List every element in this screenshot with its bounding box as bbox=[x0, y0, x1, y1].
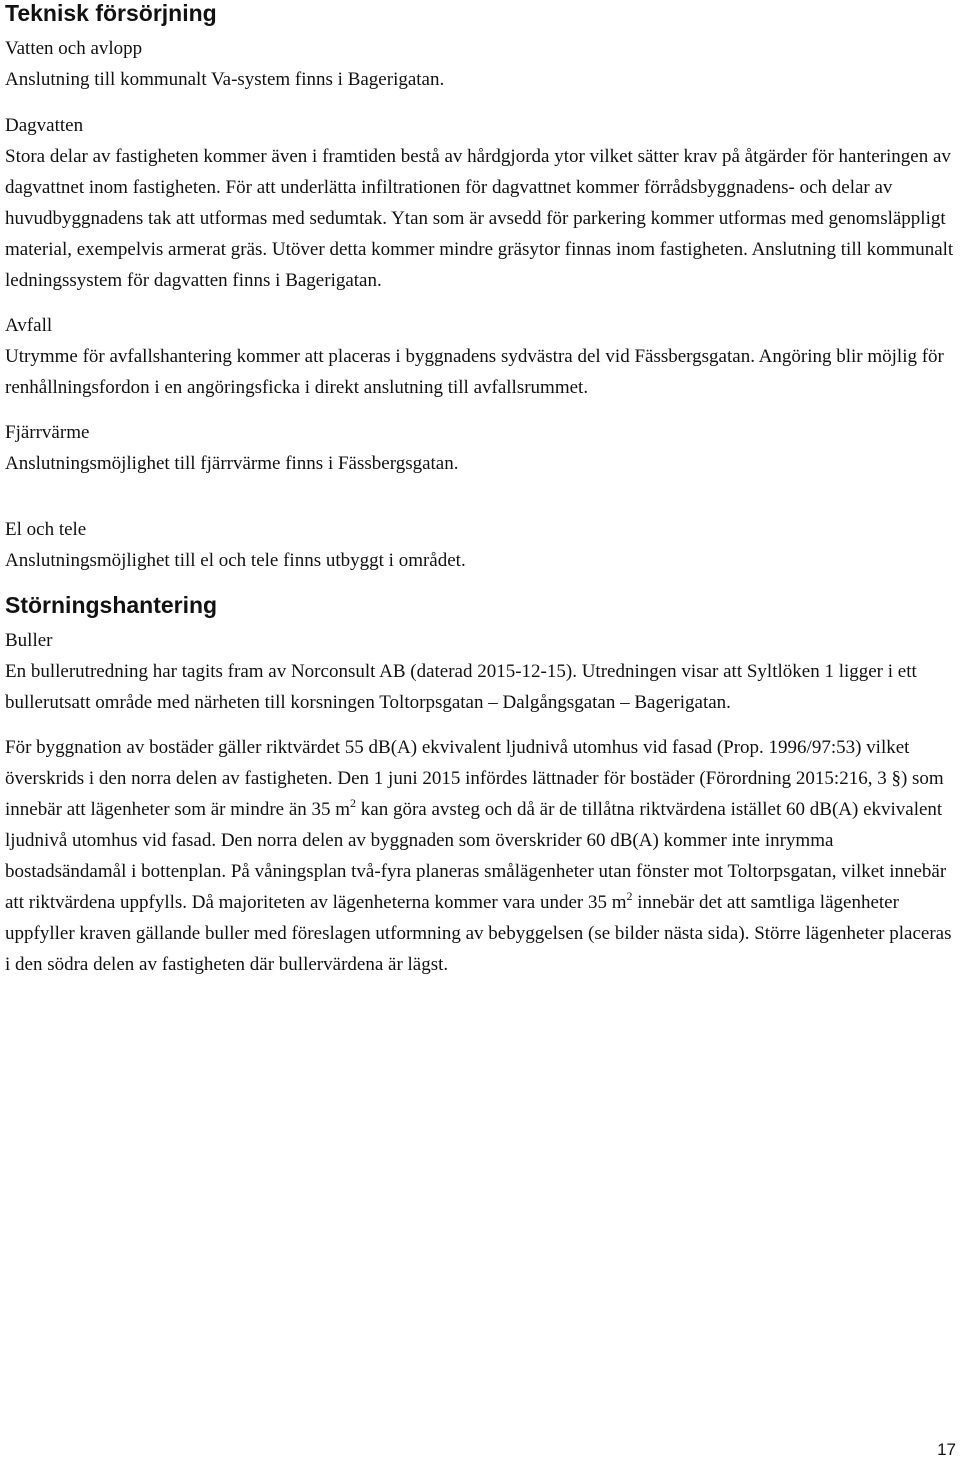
label-el-tele: El och tele bbox=[5, 519, 87, 540]
text-avfall: Utrymme för avfallshantering kommer att placeras i byggnadens sydvästra del vid Fässbergsgatan. Angöring blir möjlig för renhållningsfordon i en angöringsficka i direkt anslutning till avfallsrummet. bbox=[5, 346, 944, 398]
section-title-storning: Störningshantering bbox=[5, 592, 218, 618]
text-buller-2b: kan göra avsteg och då är de tillåtna riktvärdena istället 60 dB(A) ekvivalent ljudnivå utomhus vid fasad. Den norra delen av byggnaden som överskrider 60 dB(A) kommer inte inrymma bostadsändamål i bottenplan. På våningsplan två-fyra planeras smålägenheter utan fönster mot Toltorpsgatan, vilket innebär att riktvärdena uppfylls. Då majoriteten av lägenheterna kommer vara under 35 m bbox=[5, 799, 947, 913]
text-el-tele: Anslutningsmöjlighet till el och tele finns utbyggt i området. bbox=[5, 550, 466, 571]
text-buller-2a: För byggnation av bostäder gäller riktvärdet 55 dB(A) ekvivalent ljudnivå utomhus vid fasad (Prop. 1996/97:53) vilket överskrids i den norra delen av fastigheten. Den 1 juni 2015 infördes lättnader för bostäder (Förordning 2015:216, 3 §) som innebär att lägenheter som är mindre än 35 m bbox=[5, 737, 944, 820]
label-dagvatten: Dagvatten bbox=[5, 115, 84, 136]
text-fjarrvarme: Anslutningsmöjlighet till fjärrvärme finns i Fässbergsgatan. bbox=[5, 453, 459, 474]
label-avfall: Avfall bbox=[5, 315, 53, 336]
superscript-2: 2 bbox=[350, 796, 357, 810]
label-fjarrvarme: Fjärrvärme bbox=[5, 422, 90, 443]
label-vatten: Vatten och avlopp bbox=[5, 38, 143, 59]
text-vatten: Anslutning till kommunalt Va-system finns i Bagerigatan. bbox=[5, 69, 445, 90]
document-page bbox=[5, 0, 955, 980]
text-buller-2 bbox=[5, 732, 955, 980]
text-buller-2c: innebär det att samtliga lägenheter uppfyller kraven gällande buller med föreslagen utformning av bebyggelsen (se bilder nästa sida). Större lägenheter placeras i den södra delen av fastigheten där bullervärdena är lägst. bbox=[5, 892, 952, 975]
section-title-teknisk: Teknisk försörjning bbox=[5, 0, 217, 26]
text-dagvatten: Stora delar av fastigheten kommer även i framtiden bestå av hårdgjorda ytor vilket sätter krav på åtgärder för hanteringen av dagvattnet inom fastigheten. För att underlätta infiltrationen för dagvattnet kommer förrådsbyggnadens- och delar av huvudbyggnadens tak att utformas med sedumtak. Ytan som är avsedd för parkering kommer utformas med genomsläppligt material, exempelvis armerat gräs. Utöver detta kommer mindre gräsytor finnas inom fastigheten. Anslutning till kommunalt ledningssystem för dagvatten finns i Bagerigatan. bbox=[5, 146, 954, 291]
label-buller: Buller bbox=[5, 630, 53, 651]
superscript-2: 2 bbox=[626, 889, 633, 903]
page-number: 17 bbox=[937, 1440, 956, 1459]
text-buller-1: En bullerutredning har tagits fram av Norconsult AB (daterad 2015-12-15). Utredningen visar att Syltlöken 1 ligger i ett bullerutsatt område med närheten till korsningen Toltorpsgatan – Dalgångsgatan – Bagerigatan. bbox=[5, 661, 917, 713]
